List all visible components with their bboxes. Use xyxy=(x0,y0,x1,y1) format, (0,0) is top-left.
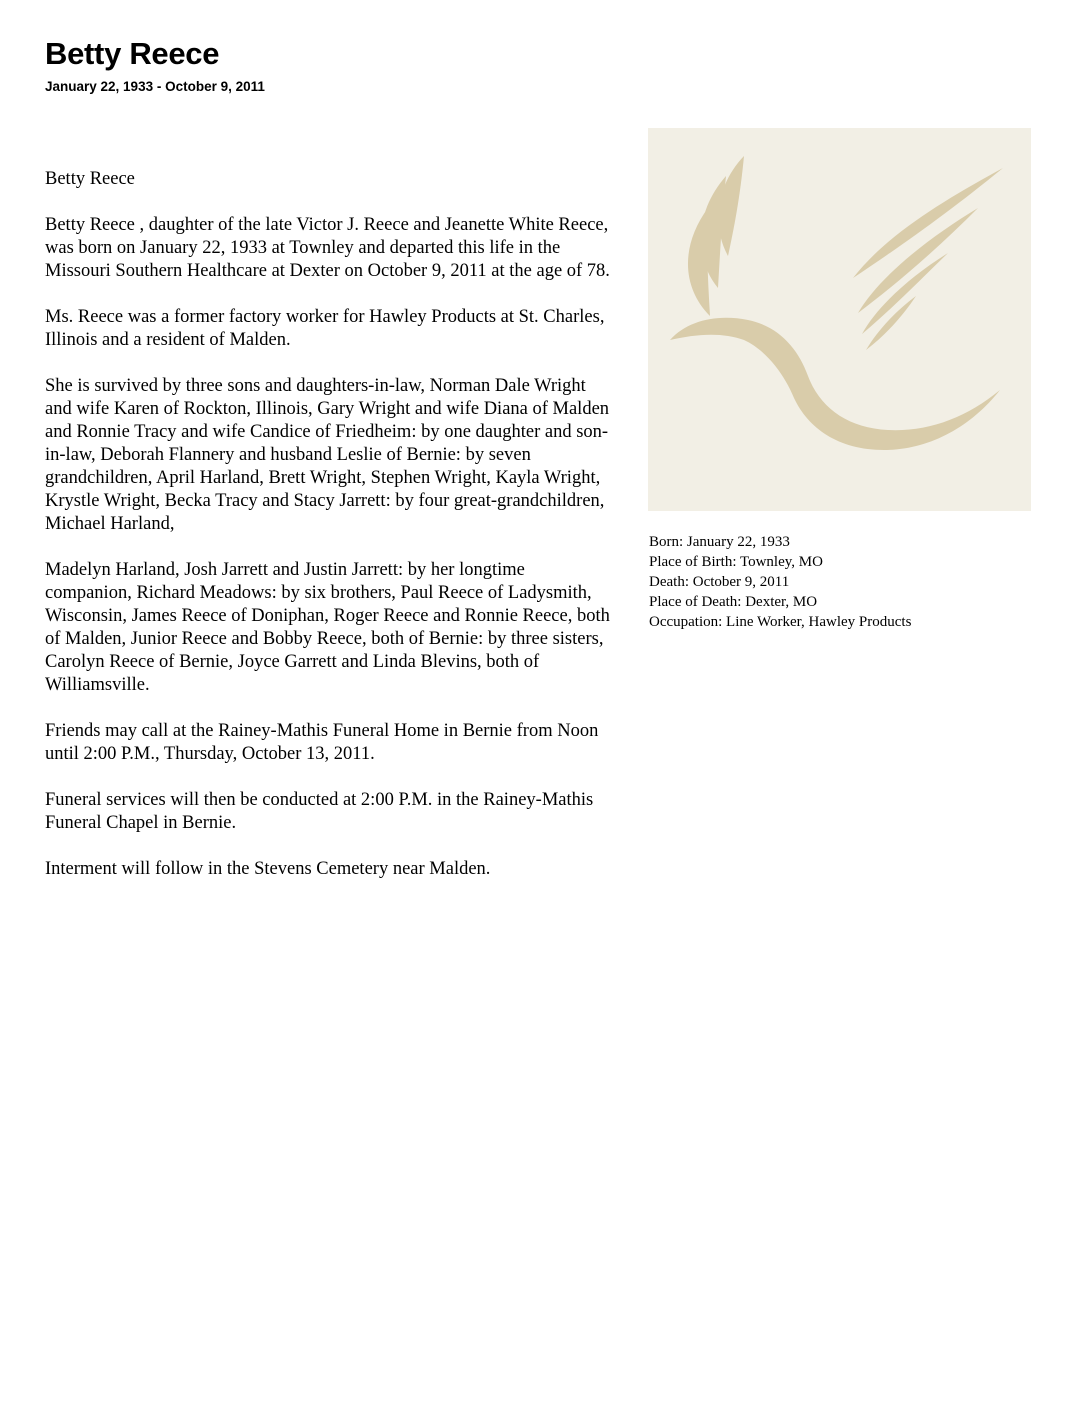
born-fact: Born: January 22, 1933 xyxy=(649,534,790,550)
dove-icon xyxy=(648,128,1031,511)
paragraph: Interment will follow in the Stevens Cemetery near Malden. xyxy=(45,859,491,879)
paragraph: Betty Reece , daughter of the late Victor J. Reece and Jeanette White Reece, was born on January 22, 1933 at Townley and departed this life in the Missouri Southern Healthcare at Dexter on October 9, 2011 at the age of 78. xyxy=(45,215,610,281)
place-of-birth-fact: Place of Birth: Townley, MO xyxy=(649,554,823,570)
death-fact: Death: October 9, 2011 xyxy=(649,574,790,590)
place-of-death-fact: Place of Death: Dexter, MO xyxy=(649,594,818,610)
paragraph: Betty Reece xyxy=(45,169,135,189)
obituary-text xyxy=(45,168,615,904)
paragraph: Friends may call at the Rainey-Mathis Funeral Home in Bernie from Noon until 2:00 P.M., Thursday, October 13, 2011. xyxy=(45,721,599,764)
paragraph: Funeral services will then be conducted at 2:00 P.M. in the Rainey-Mathis Funeral Chapel in Bernie. xyxy=(45,790,594,833)
vital-facts xyxy=(649,532,911,632)
occupation-fact: Occupation: Line Worker, Hawley Products xyxy=(649,614,912,630)
memorial-photo xyxy=(648,128,1031,511)
paragraph: Ms. Reece was a former factory worker for Hawley Products at St. Charles, Illinois and a resident of Malden. xyxy=(45,307,605,350)
life-dates: January 22, 1933 - October 9, 2011 xyxy=(45,79,265,94)
paragraph: She is survived by three sons and daughters-in-law, Norman Dale Wright and wife Karen of Rockton, Illinois, Gary Wright and wife Diana of Malden and Ronnie Tracy and wife Candice of Friedheim: by one daughter and son-in-law, Deborah Flannery and husband Leslie of Bernie: by seven grandchildren, April Harland, Brett Wright, Stephen Wright, Kayla Wright, Krystle Wright, Becka Tracy and Stacy Jarrett: by four great-grandchildren, Michael Harland, xyxy=(45,376,610,534)
obituary-header xyxy=(45,36,265,96)
page-title: Betty Reece xyxy=(45,36,220,71)
paragraph: Madelyn Harland, Josh Jarrett and Justin Jarrett: by her longtime companion, Richard Meadows: by six brothers, Paul Reece of Ladysmith, Wisconsin, James Reece of Doniphan, Roger Reece and Ronnie Reece, both of Malden, Junior Reece and Bobby Reece, both of Bernie: by three sisters, Carolyn Reece of Bernie, Joyce Garrett and Linda Blevins, both of Williamsville. xyxy=(45,560,610,695)
